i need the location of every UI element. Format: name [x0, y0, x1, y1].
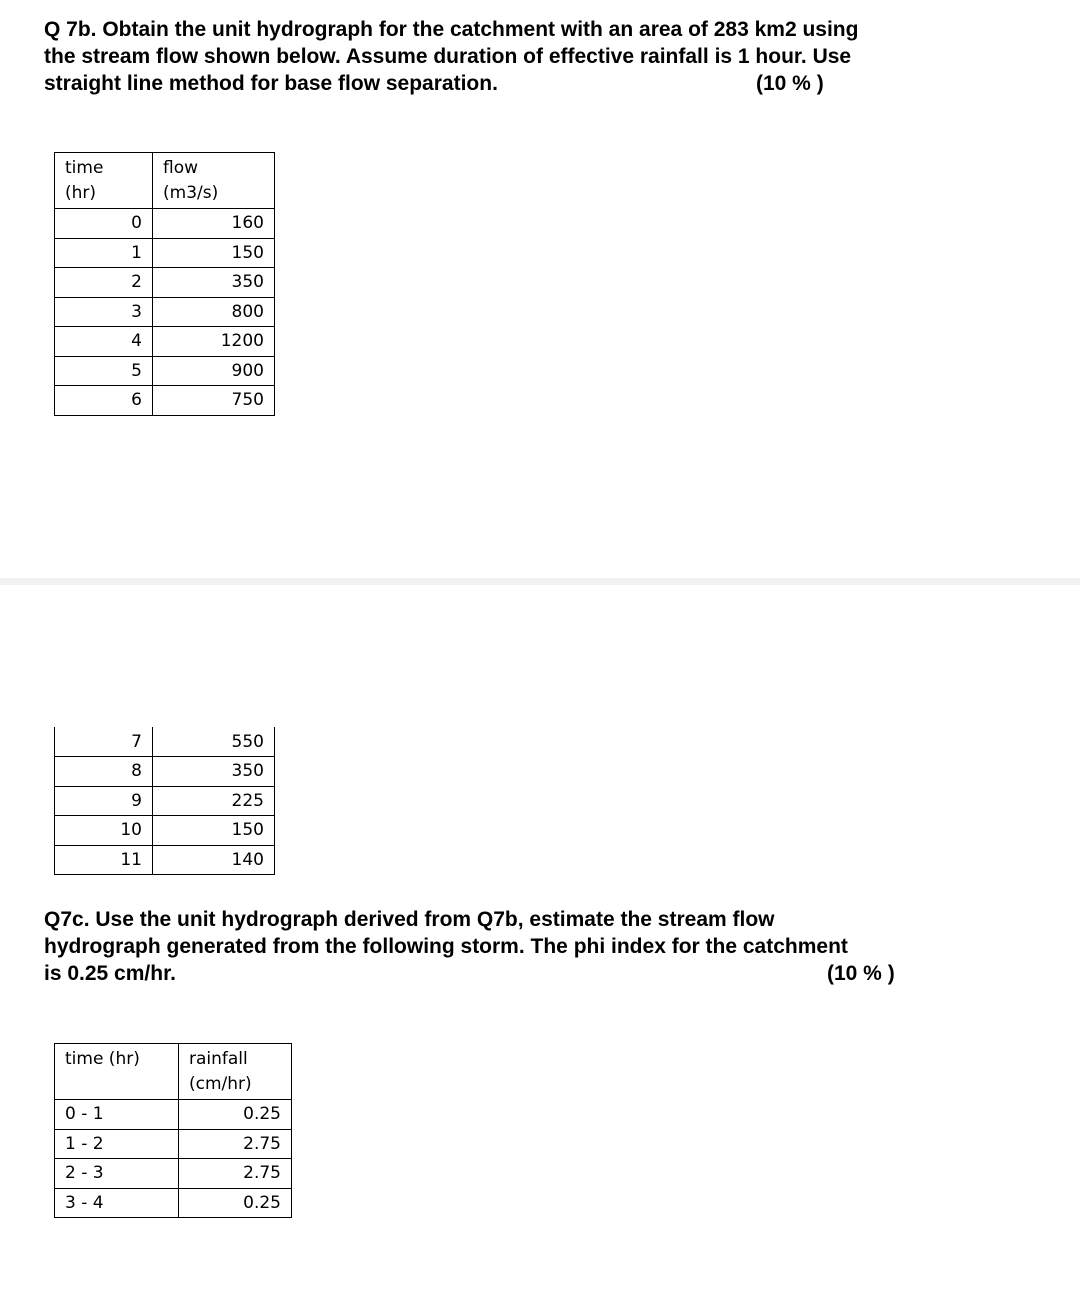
- flow-cell: 225: [153, 786, 275, 816]
- table-row: [55, 786, 275, 816]
- flow-cell: 150: [153, 238, 275, 268]
- table-row: [55, 845, 275, 875]
- table-row: [55, 238, 275, 268]
- flow-cell: 1200: [153, 327, 275, 357]
- flow-cell: 750: [153, 386, 275, 416]
- time-cell: 0: [55, 209, 153, 239]
- question-line: Q7c. Use the unit hydrograph derived from Q7b, estimate the stream flow: [44, 908, 775, 931]
- table-row: [55, 1129, 292, 1159]
- flow-cell: 900: [153, 356, 275, 386]
- table-row: [55, 386, 275, 416]
- flow-cell: 350: [153, 757, 275, 787]
- time-cell: 7: [55, 727, 153, 757]
- question-line-text: straight line method for base flow separation.: [44, 72, 498, 95]
- rainfall-cell: 2.75: [179, 1159, 292, 1189]
- rainfall-cell: 0.25: [179, 1100, 292, 1130]
- header-time: time (hr): [55, 153, 153, 209]
- interval-cell: 2 - 3: [55, 1159, 179, 1189]
- time-cell: 5: [55, 356, 153, 386]
- flow-cell: 140: [153, 845, 275, 875]
- header-time: time (hr): [55, 1044, 179, 1100]
- question-line: the stream flow shown below. Assume duration of effective rainfall is 1 hour. Use: [44, 45, 852, 68]
- streamflow-table-continued: [54, 727, 275, 875]
- time-cell: 10: [55, 816, 153, 846]
- table-row: [55, 268, 275, 298]
- question-line: hydrograph generated from the following storm. The phi index for the catchment: [44, 935, 848, 958]
- rainfall-cell: 0.25: [179, 1188, 292, 1218]
- flow-cell: 800: [153, 297, 275, 327]
- question-7c: [44, 906, 1004, 987]
- question-7b: [44, 16, 1004, 97]
- rainfall-table: [54, 1043, 292, 1218]
- header-rainfall: rainfall (cm/hr): [179, 1044, 292, 1100]
- interval-cell: 1 - 2: [55, 1129, 179, 1159]
- time-cell: 3: [55, 297, 153, 327]
- interval-cell: 3 - 4: [55, 1188, 179, 1218]
- question-line-text: is 0.25 cm/hr.: [44, 962, 176, 985]
- table-row: [55, 327, 275, 357]
- table-row: [55, 727, 275, 757]
- time-cell: 4: [55, 327, 153, 357]
- page-break: [0, 578, 1080, 585]
- table-row: [55, 1159, 292, 1189]
- time-cell: 6: [55, 386, 153, 416]
- flow-cell: 550: [153, 727, 275, 757]
- time-cell: 9: [55, 786, 153, 816]
- streamflow-table: [54, 152, 275, 416]
- question-line: Q 7b. Obtain the unit hydrograph for the catchment with an area of 283 km2 using: [44, 18, 859, 41]
- time-cell: 11: [55, 845, 153, 875]
- time-cell: 8: [55, 757, 153, 787]
- table-row: [55, 356, 275, 386]
- marks-label: (10 % ): [756, 72, 824, 95]
- interval-cell: 0 - 1: [55, 1100, 179, 1130]
- table-row: [55, 1188, 292, 1218]
- table-row: [55, 757, 275, 787]
- question-line: [44, 960, 1004, 987]
- table-row: [55, 297, 275, 327]
- header-flow: flow (m3/s): [153, 153, 275, 209]
- table-row: [55, 209, 275, 239]
- time-cell: 2: [55, 268, 153, 298]
- flow-cell: 150: [153, 816, 275, 846]
- table-row: [55, 816, 275, 846]
- flow-cell: 350: [153, 268, 275, 298]
- table-row: [55, 1100, 292, 1130]
- time-cell: 1: [55, 238, 153, 268]
- rainfall-cell: 2.75: [179, 1129, 292, 1159]
- flow-cell: 160: [153, 209, 275, 239]
- question-line: [44, 70, 1004, 97]
- marks-label: (10 % ): [827, 962, 895, 985]
